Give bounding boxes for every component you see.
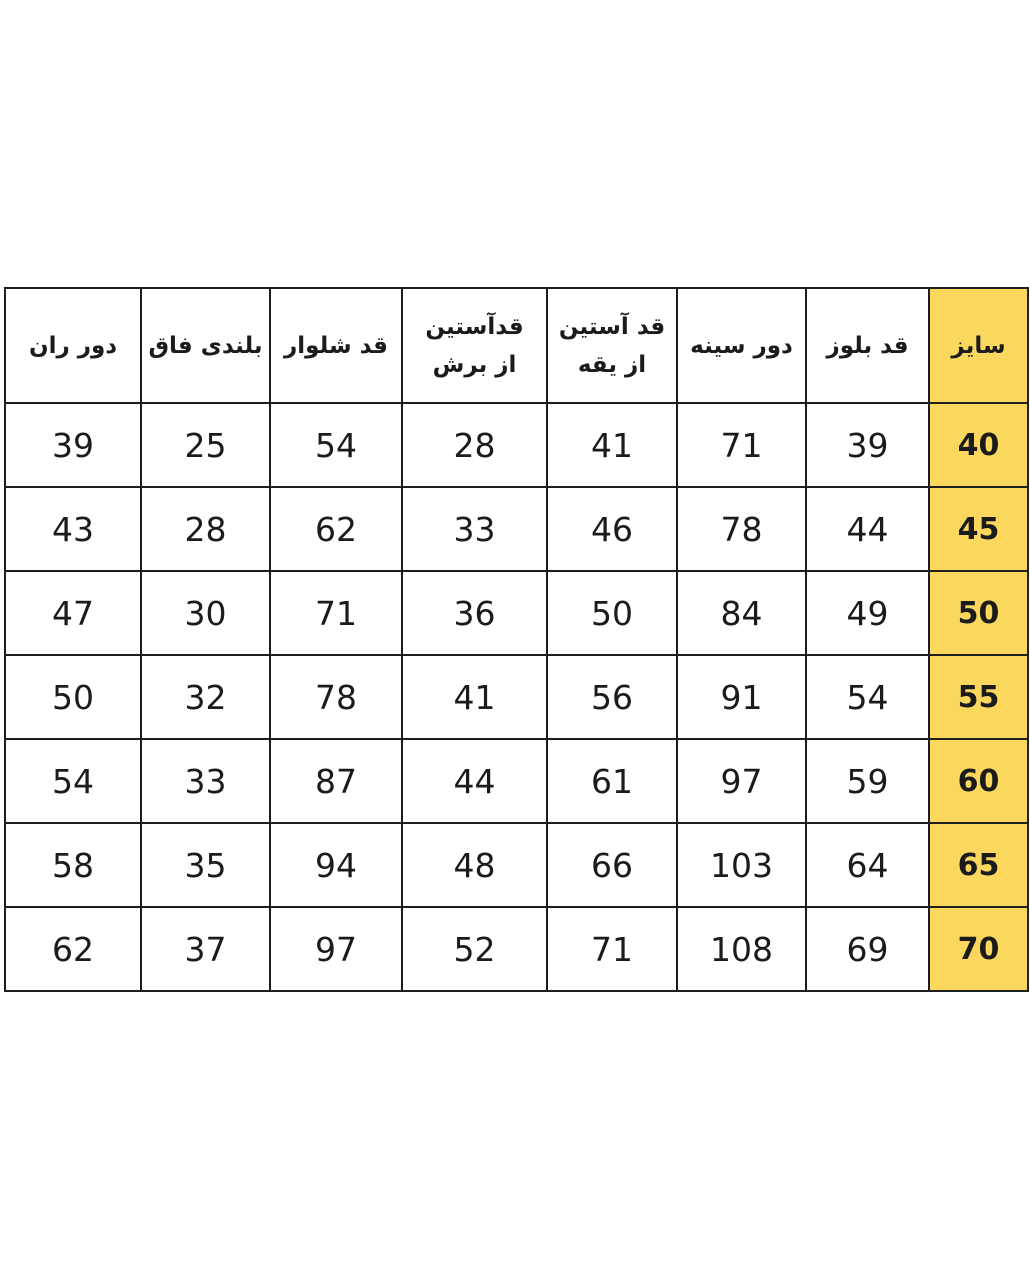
table-cell: 44 bbox=[806, 487, 929, 571]
table-cell: 97 bbox=[270, 907, 402, 991]
size-cell: 65 bbox=[929, 823, 1028, 907]
table-cell: 56 bbox=[547, 655, 677, 739]
table-row bbox=[5, 907, 1028, 991]
table-cell: 91 bbox=[677, 655, 806, 739]
header-row bbox=[5, 288, 1028, 403]
table-cell: 71 bbox=[677, 403, 806, 487]
table-cell: 71 bbox=[270, 571, 402, 655]
size-cell: 40 bbox=[929, 403, 1028, 487]
table-cell: 28 bbox=[402, 403, 547, 487]
table-cell: 78 bbox=[270, 655, 402, 739]
table-cell: 37 bbox=[141, 907, 270, 991]
table-cell: 47 bbox=[5, 571, 141, 655]
table-cell: 78 bbox=[677, 487, 806, 571]
table-cell: 36 bbox=[402, 571, 547, 655]
table-cell: 108 bbox=[677, 907, 806, 991]
table-cell: 41 bbox=[547, 403, 677, 487]
size-cell: 55 bbox=[929, 655, 1028, 739]
table-row bbox=[5, 571, 1028, 655]
table-cell: 25 bbox=[141, 403, 270, 487]
table-cell: 69 bbox=[806, 907, 929, 991]
table-row bbox=[5, 739, 1028, 823]
table-cell: 94 bbox=[270, 823, 402, 907]
table-cell: 39 bbox=[806, 403, 929, 487]
table-cell: 66 bbox=[547, 823, 677, 907]
table-cell: 33 bbox=[141, 739, 270, 823]
table-cell: 49 bbox=[806, 571, 929, 655]
table-cell: 46 bbox=[547, 487, 677, 571]
table-cell: 50 bbox=[547, 571, 677, 655]
size-cell: 60 bbox=[929, 739, 1028, 823]
table-cell: 54 bbox=[270, 403, 402, 487]
table-cell: 50 bbox=[5, 655, 141, 739]
size-cell: 50 bbox=[929, 571, 1028, 655]
table-cell: 39 bbox=[5, 403, 141, 487]
size-cell: 45 bbox=[929, 487, 1028, 571]
header-pants-length: قد شلوار bbox=[270, 288, 402, 403]
header-blouse-length: قد بلوز bbox=[806, 288, 929, 403]
table-row bbox=[5, 823, 1028, 907]
size-cell: 70 bbox=[929, 907, 1028, 991]
table-cell: 33 bbox=[402, 487, 547, 571]
table-cell: 61 bbox=[547, 739, 677, 823]
table-cell: 103 bbox=[677, 823, 806, 907]
table-cell: 84 bbox=[677, 571, 806, 655]
table-cell: 43 bbox=[5, 487, 141, 571]
table-cell: 32 bbox=[141, 655, 270, 739]
table-cell: 64 bbox=[806, 823, 929, 907]
header-chest: دور سینه bbox=[677, 288, 806, 403]
table-cell: 30 bbox=[141, 571, 270, 655]
header-thigh: دور ران bbox=[5, 288, 141, 403]
table-cell: 71 bbox=[547, 907, 677, 991]
table-cell: 54 bbox=[806, 655, 929, 739]
header-size: سایز bbox=[929, 288, 1028, 403]
table-row bbox=[5, 655, 1028, 739]
table-cell: 41 bbox=[402, 655, 547, 739]
table-cell: 28 bbox=[141, 487, 270, 571]
table-cell: 54 bbox=[5, 739, 141, 823]
header-sleeve-from-cut: قدآستین از برش bbox=[402, 288, 547, 403]
table-cell: 35 bbox=[141, 823, 270, 907]
header-sleeve-from-collar: قد آستین از یقه bbox=[547, 288, 677, 403]
table-cell: 97 bbox=[677, 739, 806, 823]
table-cell: 59 bbox=[806, 739, 929, 823]
table-row bbox=[5, 487, 1028, 571]
table-cell: 87 bbox=[270, 739, 402, 823]
table-row bbox=[5, 403, 1028, 487]
table-cell: 58 bbox=[5, 823, 141, 907]
table-cell: 52 bbox=[402, 907, 547, 991]
table-cell: 62 bbox=[270, 487, 402, 571]
size-chart-table bbox=[4, 287, 1029, 992]
header-rise: بلندی فاق bbox=[141, 288, 270, 403]
table-cell: 62 bbox=[5, 907, 141, 991]
table-cell: 48 bbox=[402, 823, 547, 907]
table-cell: 44 bbox=[402, 739, 547, 823]
